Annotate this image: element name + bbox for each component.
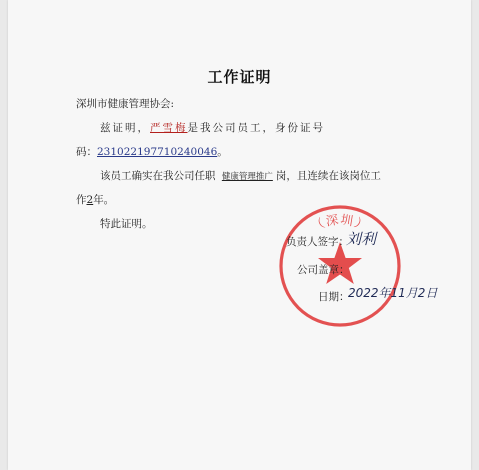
id-label: 码： (76, 146, 97, 158)
para1-end: 。 (217, 146, 228, 158)
stamp-top-text: （深圳） (308, 211, 372, 235)
para2-middle: 岗，且连续在该岗位工 (275, 170, 381, 182)
signature-label: 负责人签字： (286, 236, 349, 248)
paragraph-1-line-1 (100, 120, 325, 135)
para2-line2-suffix: 年。 (93, 194, 115, 206)
para2-line2-prefix: 作 (76, 194, 87, 206)
recipient (76, 96, 174, 111)
para1-middle: 是我公司员工，身份证号 (187, 122, 325, 134)
paragraph-2-line-1 (100, 168, 381, 183)
seal-label: 公司盖章： (297, 264, 350, 276)
employee-name: 严雪梅 (150, 122, 188, 134)
closing-line (100, 216, 153, 231)
paragraph-1-line-2 (76, 144, 228, 159)
document-title: 工作证明 (207, 68, 272, 86)
date-label: 日期： (318, 291, 350, 303)
closing-text: 特此证明。 (100, 218, 153, 230)
years-count: 2 (86, 194, 94, 206)
handwritten-signature: 刘利 (346, 230, 377, 248)
recipient-text: 深圳市健康管理协会: (76, 98, 175, 110)
position-name: 健康管理推广 (221, 172, 273, 182)
paragraph-2-line-2 (76, 192, 114, 207)
para1-prefix: 兹证明， (100, 122, 150, 134)
id-number: 231022197710240046 (97, 146, 218, 158)
para2-prefix: 该员工确实在我公司任职 (100, 170, 216, 182)
handwritten-date: 2022年11月2日 (348, 286, 438, 300)
